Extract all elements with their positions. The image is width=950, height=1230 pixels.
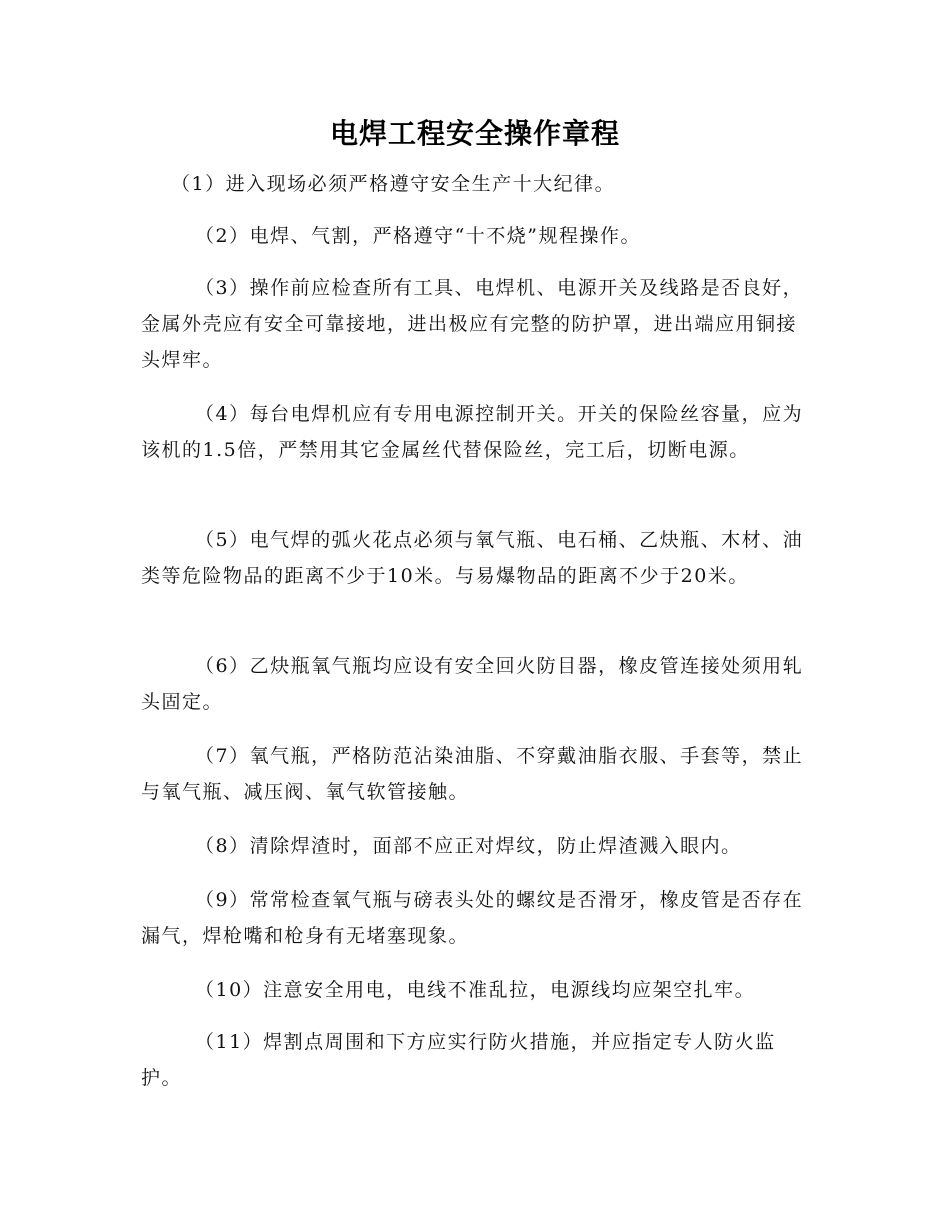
- paragraph-10: （10）注意安全用电，电线不准乱拉，电源线均应架空扎牢。: [195, 979, 756, 1001]
- paragraph-3: （3）操作前应检查所有工具、电焊机、电源开关及线路是否良好，金属外壳应有安全可靠接地，进出极应有完整的防护罩，进出端应用铜接头焊牢。: [141, 277, 804, 371]
- paragraph-7: （7）氧气瓶，严格防范沾染油脂、不穿戴油脂衣服、手套等，禁止与氧气瓶、减压阀、氧气软管接触。: [141, 745, 804, 803]
- paragraph-11: （11）焊割点周围和下方应实行防火措施，并应指定专人防火监护。: [141, 1031, 776, 1089]
- paragraph-8: （8）清除焊渣时，面部不应正对焊纹，防止焊渣溅入眼内。: [195, 835, 742, 857]
- document-title: 电焊工程安全操作章程: [329, 117, 620, 150]
- paragraph-4: （4）每台电焊机应有专用电源控制开关。开关的保险丝容量，应为该机的1.5倍，严禁用其它金属丝代替保险丝，完工后，切断电源。: [141, 403, 804, 461]
- paragraph-1: （1）进入现场必须严格遵守安全生产十大纪律。: [171, 173, 616, 195]
- paragraph-2: （2）电焊、气割，严格遵守“十不烧”规程操作。: [195, 225, 642, 247]
- paragraph-5: （5）电气焊的弧火花点必须与氧气瓶、电石桶、乙炔瓶、木材、油类等危险物品的距离不少于10米。与易爆物品的距离不少于20米。: [141, 529, 804, 587]
- paragraph-6: （6）乙炔瓶氧气瓶均应设有安全回火防目器，橡皮管连接处须用轧头固定。: [141, 655, 804, 713]
- paragraph-9: （9）常常检查氧气瓶与磅表头处的螺纹是否滑牙，橡皮管是否存在漏气，焊枪嘴和枪身有无堵塞现象。: [141, 889, 804, 947]
